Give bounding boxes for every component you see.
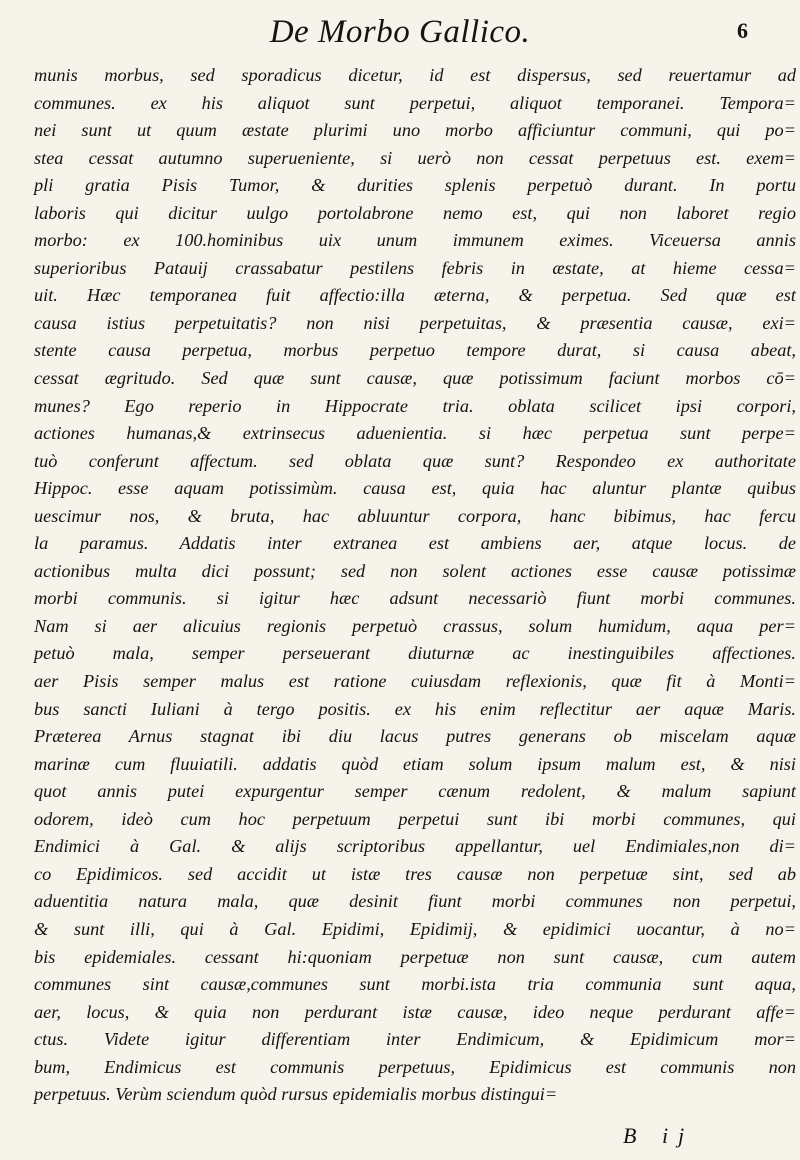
text-line: aer Pisis semper malus est ratione cuiusdam reflexionis, quæ fit à Monti= bbox=[34, 671, 796, 692]
text-line: munis morbus, sed sporadicus dicetur, id est dispersus, sed reuertamur ad bbox=[34, 65, 796, 85]
text-line: causa istius perpetuitatis? non nisi perpetuitas, & præsentia causæ, exi= bbox=[34, 312, 796, 333]
text-line: Nam si aer alicuius regionis perpetuò crassus, solum humidum, aqua per= bbox=[34, 615, 796, 636]
text-line: morbo: ex 100.hominibus uix unum immunem eximes. Viceuersa annis bbox=[34, 230, 796, 251]
text-line: aer, locus, & quia non perdurant istæ causæ, ideo neque perdurant affe= bbox=[34, 1001, 796, 1022]
text-line: odorem, ideò cum hoc perpetuum perpetui sunt ibi morbi communes, qui bbox=[34, 808, 796, 829]
text-line: actiones humanas,& extrinsecus aduenientia. si hæc perpetua sunt perpe= bbox=[34, 423, 796, 444]
text-line: laboris qui dicitur uulgo portolabrone nemo est, qui non laboret regio bbox=[34, 202, 796, 223]
page-number: 6 bbox=[737, 18, 748, 43]
text-line: bus sancti Iuliani à tergo positis. ex his enim reflectitur aer aquæ Maris. bbox=[34, 698, 796, 719]
text-line: bum, Endimicus est communis perpetuus, Epidimicus est communis non bbox=[34, 1056, 796, 1077]
text-line: communes. ex his aliquot sunt perpetui, aliquot temporanei. Tempora= bbox=[34, 92, 796, 113]
text-line: quot annis putei expurgentur semper cænum redolent, & malum sapiunt bbox=[34, 781, 796, 802]
text-line: Præterea Arnus stagnat ibi diu lacus putres generans ob miscelam aquæ bbox=[34, 726, 796, 747]
text-line: pli gratia Pisis Tumor, & durities splenis perpetuò durant. In portu bbox=[34, 175, 796, 196]
text-line: stea cessat autumno superueniente, si uerò non cessat perpetuus est. exem= bbox=[34, 147, 796, 168]
text-line: marinæ cum fluuiatili. addatis quòd etiam solum ipsum malum est, & nisi bbox=[34, 753, 796, 774]
text-line: munes? Ego reperio in Hippocrate tria. oblata scilicet ipsi corpori, bbox=[34, 395, 796, 416]
text-line: nei sunt ut quum æstate plurimi uno morbo afficiuntur communi, qui po= bbox=[34, 120, 796, 141]
text-line: ctus. Videte igitur differentiam inter Endimicum, & Epidimicum mor= bbox=[34, 1029, 796, 1050]
text-line: bis epidemiales. cessant hi:quoniam perpetuæ non sunt causæ, cum autem bbox=[34, 946, 796, 967]
text-line: stente causa perpetua, morbus perpetuo tempore durat, si causa abeat, bbox=[34, 340, 796, 361]
text-line: communes sint causæ,communes sunt morbi.ista tria communia sunt aqua, bbox=[34, 974, 796, 995]
text-line: uit. Hæc temporanea fuit affectio:illa æterna, & perpetua. Sed quæ est bbox=[34, 285, 796, 306]
text-line: cessat ægritudo. Sed quæ sunt causæ, quæ potissimum faciunt morbos cō= bbox=[34, 368, 796, 389]
text-line: petuò mala, semper perseuerant diuturnæ ac inestinguibiles affectiones. bbox=[34, 643, 796, 664]
text-line: superioribus Patauij crassabatur pestilens febris in æstate, at hieme cessa= bbox=[34, 257, 796, 278]
signature-mark: B ij bbox=[623, 1123, 695, 1148]
text-line: Endimici à Gal. & alijs scriptoribus appellantur, uel Endimiales,non di= bbox=[34, 836, 796, 857]
running-head bbox=[0, 10, 800, 54]
running-title: De Morbo Gallico. bbox=[269, 14, 531, 50]
text-line: actionibus multa dici possunt; sed non solent actiones esse causæ potissimæ bbox=[34, 560, 796, 581]
text-line: aduentitia natura mala, quæ desinit fiunt morbi communes non perpetui, bbox=[34, 891, 796, 912]
body-text bbox=[34, 62, 796, 1109]
text-line: la paramus. Addatis inter extranea est ambiens aer, atque locus. de bbox=[34, 533, 796, 554]
text-line: morbi communis. si igitur hæc adsunt necessariò fiunt morbi communes. bbox=[34, 588, 796, 609]
text-line: & sunt illi, qui à Gal. Epidimi, Epidimij, & epidimici uocantur, à no= bbox=[34, 918, 796, 939]
text-line: co Epidimicos. sed accidit ut istæ tres causæ non perpetuæ sint, sed ab bbox=[34, 863, 796, 884]
text-line: tuò conferunt affectum. sed oblata quæ sunt? Respondeo ex authoritate bbox=[34, 450, 796, 471]
text-line: Hippoc. esse aquam potissimùm. causa est, quia hac aluntur plantæ quibus bbox=[34, 478, 796, 499]
text-line: perpetuus. Verùm sciendum quòd rursus epidemialis morbus distingui= bbox=[34, 1084, 558, 1105]
text-line: uescimur nos, & bruta, hac abluuntur corpora, hanc bibimus, hac fercu bbox=[34, 505, 796, 526]
